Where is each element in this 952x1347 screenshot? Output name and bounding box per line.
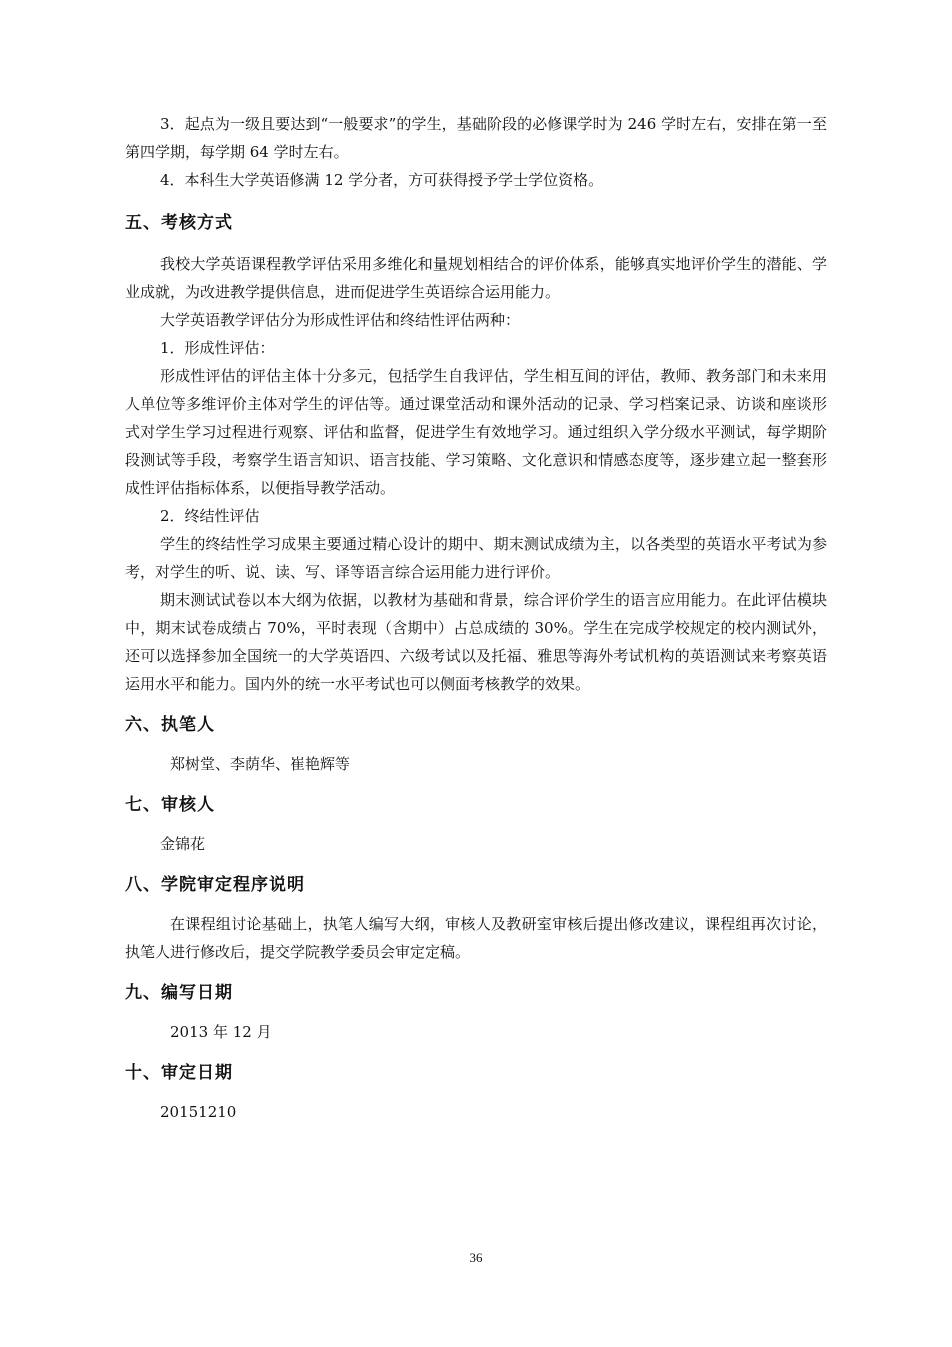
section-5-paragraph-1: 我校大学英语课程教学评估采用多维化和量规划相结合的评价体系，能够真实地评价学生的潜能、学业成就，为改进教学提供信息，进而促进学生英语综合运用能力。	[125, 255, 827, 301]
section-5-subheading-formative: 1．形成性评估：	[160, 339, 275, 357]
section-8-heading: 八、学院审定程序说明	[125, 875, 305, 895]
intro-item-3: 3．起点为一级且要达到“一般要求”的学生，基础阶段的必修课学时为 246 学时左右，安排在第一至第四学期，每学期 64 学时左右。	[125, 115, 827, 161]
section-5-paragraph-3: 形成性评估的评估主体十分多元，包括学生自我评估，学生相互间的评估，教师、教务部门和未来用人单位等多维评价主体对学生的评估等。通过课堂活动和课外活动的记录、学习档案记录、访谈和座谈形式对学生学习过程进行观察、评估和监督，促进学生有效地学习。通过组织入学分级水平测试，每学期阶段测试等手段，考察学生语言知识、语言技能、学习策略、文化意识和情感态度等，逐步建立起一整套形成性评估指标体系，以便指导教学活动。	[125, 367, 827, 497]
section-5-paragraph-4: 学生的终结性学习成果主要通过精心设计的期中、期末测试成绩为主，以各类型的英语水平考试为参考，对学生的听、说、读、写、译等语言综合运用能力进行评价。	[125, 535, 827, 581]
document-page	[125, 110, 827, 1126]
section-5-heading: 五、考核方式	[125, 213, 233, 233]
section-10-heading: 十、审定日期	[125, 1063, 233, 1083]
section-9-heading: 九、编写日期	[125, 983, 233, 1003]
section-8-content: 在课程组讨论基础上，执笔人编写大纲，审核人及教研室审核后提出修改建议，课程组再次讨论，执笔人进行修改后，提交学院教学委员会审定定稿。	[125, 915, 827, 961]
section-7-heading: 七、审核人	[125, 795, 215, 815]
section-5-paragraph-5: 期末测试试卷以本大纲为依据，以教材为基础和背景，综合评价学生的语言应用能力。在此评估模块中，期末试卷成绩占 70%，平时表现（含期中）占总成绩的 30%。学生在完成学校规定的校内测试外，还可以选择参加全国统一的大学英语四、六级考试以及托福、雅思等海外考试机构的英语测试来考察英语运用水平和能力。国内外的统一水平考试也可以侧面考核教学的效果。	[125, 591, 827, 693]
section-9-content: 2013 年 12 月	[170, 1023, 272, 1041]
section-6-content: 郑树堂、李荫华、崔艳辉等	[170, 755, 351, 773]
section-7-content: 金锦花	[160, 835, 206, 853]
intro-item-4: 4．本科生大学英语修满 12 学分者，方可获得授予学士学位资格。	[160, 171, 604, 189]
section-10-content: 20151210	[160, 1103, 237, 1121]
page-number: 36	[469, 1250, 483, 1265]
section-6-heading: 六、执笔人	[125, 715, 215, 735]
section-5-subheading-summative: 2．终结性评估	[160, 507, 260, 525]
section-5-paragraph-2: 大学英语教学评估分为形成性评估和终结性评估两种：	[160, 311, 521, 329]
